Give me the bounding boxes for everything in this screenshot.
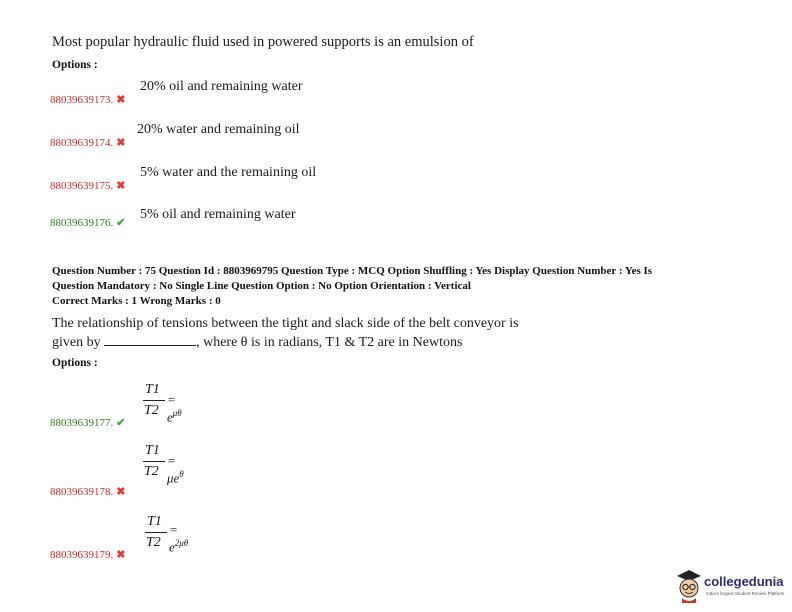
question-2-text-line1: The relationship of tensions between the tight and slack side of the belt conveyor is	[52, 316, 519, 331]
wrong-icon: ✖	[116, 137, 126, 149]
option-id: 88039639173.	[50, 94, 114, 106]
formula-rhs: = μe	[167, 453, 180, 486]
marks-line: Correct Marks : 1 Wrong Marks : 0	[52, 295, 221, 307]
fraction-bar	[143, 461, 165, 462]
question-text-part: given by	[52, 335, 101, 350]
options-label: Options :	[52, 59, 98, 71]
collegedunia-logo[interactable]	[674, 566, 786, 606]
option-text: 5% oil and remaining water	[140, 207, 296, 222]
option-text: 20% oil and remaining water	[140, 79, 303, 94]
wrong-icon: ✖	[116, 549, 126, 561]
fraction-numerator: T1	[145, 382, 160, 397]
option-id: 88039639174.	[50, 137, 114, 149]
wrong-icon: ✖	[116, 180, 126, 192]
option-id: 88039639176.	[50, 217, 114, 229]
correct-check-icon: ✔	[116, 217, 126, 229]
correct-check-icon: ✔	[116, 417, 126, 429]
fraction-denominator: T2	[146, 535, 161, 550]
formula-rhs: = e	[169, 522, 178, 555]
wrong-icon: ✖	[116, 94, 126, 106]
option-row[interactable]	[50, 133, 125, 151]
logo-wordmark: collegedunia	[704, 574, 784, 589]
question-1-text: Most popular hydraulic fluid used in powered supports is an emulsion of	[52, 34, 474, 50]
option-text: 5% water and the remaining oil	[140, 165, 317, 180]
answer-blank	[104, 334, 196, 346]
option-row[interactable]	[50, 482, 125, 500]
options-label: Options :	[52, 357, 98, 369]
fraction-denominator: T2	[144, 464, 159, 479]
wrong-icon: ✖	[116, 486, 126, 498]
option-row[interactable]	[50, 90, 125, 108]
question-text-part: , where θ is in radians, T1 & T2 are in Newtons	[196, 335, 463, 350]
fraction-bar	[143, 400, 165, 401]
option-id: 88039639178.	[50, 486, 114, 498]
option-row[interactable]	[50, 545, 125, 563]
option-row[interactable]	[50, 176, 125, 194]
fraction-numerator: T1	[145, 443, 160, 458]
option-text: 20% water and remaining oil	[137, 122, 300, 137]
fraction-bar	[145, 532, 167, 533]
option-id: 88039639175.	[50, 180, 114, 192]
fraction-numerator: T1	[147, 514, 162, 529]
option-row[interactable]	[50, 213, 125, 231]
formula-exponent: μθ	[172, 408, 182, 418]
option-id: 88039639179.	[50, 549, 114, 561]
option-row[interactable]	[50, 413, 125, 431]
option-id: 88039639177.	[50, 417, 114, 429]
question-meta-line: Question Mandatory : No Single Line Question Option : No Option Orientation : Vertical	[52, 280, 471, 292]
question-meta-line: Question Number : 75 Question Id : 8803969795 Question Type : MCQ Option Shuffling : Yes Display Question Number : Yes Is	[52, 265, 653, 277]
formula-exponent: 2μθ	[174, 538, 189, 548]
question-2-text-line2	[52, 334, 462, 351]
mascot-icon	[674, 568, 704, 604]
logo-tagline: India's largest Student Review Platform	[706, 591, 785, 596]
fraction-denominator: T2	[144, 403, 159, 418]
formula-rhs: = e	[167, 392, 176, 425]
formula-exponent: θ	[179, 469, 184, 479]
